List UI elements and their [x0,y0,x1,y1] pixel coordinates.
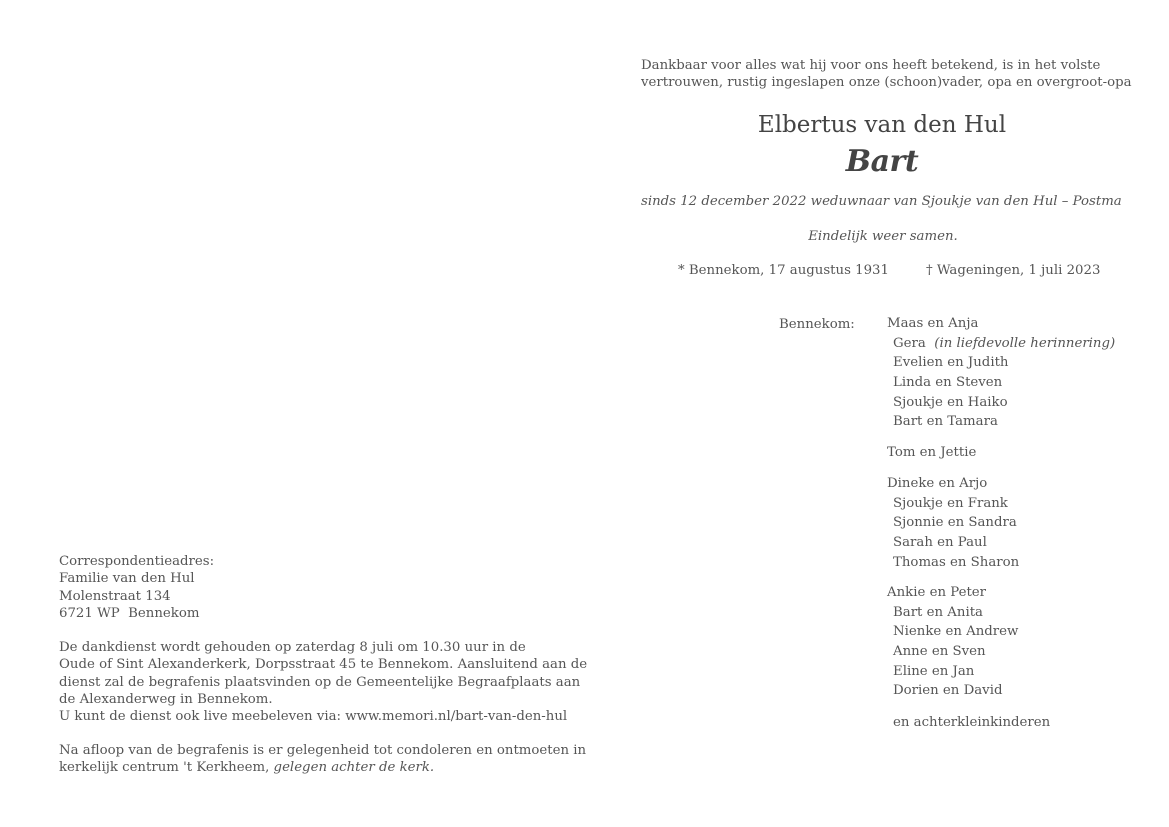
grandchild-name: Dorien en David [893,683,1003,699]
service-line: dienst zal de begrafenis plaatsvinden op de Gemeentelijke Begraafplaats aan [59,674,581,690]
condolence-line: Na afloop van de begrafenis is er gelegenheid tot condoleren en ontmoeten in [59,743,587,758]
intro-line: Dankbaar voor alles wat hij voor ons heeft betekend, is in het volste [641,58,1101,73]
family-head: Maas en Anja [887,316,979,331]
family-head: Dineke en Arjo [887,476,988,491]
grandchild-name: Thomas en Sharon [893,554,1020,570]
grandchild-name: Nienke en Andrew [893,624,1019,640]
intro-line: vertrouwen, rustig ingeslapen onze (schoon)vader, opa en overgroot-opa [641,75,1132,90]
condolence-info [59,742,586,777]
service-line: Oude of Sint Alexanderkerk, Dorpsstraat 45 te Bennekom. Aansluitend aan de [59,657,588,673]
family-group [887,443,976,463]
grandchild-name: Sjoukje en Haiko [893,394,1008,410]
great-grandchildren: en achterkleinkinderen [893,715,1051,730]
grandchild-name: Sjonnie en Sandra [893,515,1017,531]
grandchild-row [887,334,1115,354]
family-head: Tom en Jettie [887,445,977,460]
address-label: Correspondentieadres: [59,554,215,569]
grandchild-name: Bart en Tamara [893,414,998,430]
address-line: 6721 WP Bennekom [59,605,200,621]
address-line: Familie van den Hul [59,571,195,587]
condolence-location-note: gelegen achter de kerk. [269,760,435,776]
grandchild-name: Bart en Anita [893,604,983,620]
grandchild-name: Anne en Sven [893,644,986,660]
correspondence-address [59,553,214,622]
family-place: Bennekom: [779,317,855,332]
service-info [59,639,587,725]
remembrance-note: (in liefdevolle herinnering) [934,335,1116,351]
condolence-line [59,759,586,776]
family-group [887,583,1018,701]
family-head: Ankie en Peter [887,585,987,600]
family-group [887,713,1050,733]
death-date: † Wageningen, 1 juli 2023 [926,263,1101,278]
widower-line: sinds 12 december 2022 weduwnaar van Sjoukje van den Hul – Postma [641,194,1122,209]
family-group [887,474,1019,572]
deceased-nickname: Bart [845,144,919,179]
birth-date: * Bennekom, 17 augustus 1931 [678,263,889,278]
address-line: Molenstraat 134 [59,588,171,604]
deceased-name: Elbertus van den Hul [757,112,1007,138]
service-line: De dankdienst wordt gehouden op zaterdag 8 juli om 10.30 uur in de [59,640,526,655]
condolence-venue: kerkelijk centrum 't Kerkheem, [59,760,270,776]
intro-text [641,57,1132,91]
grandchild-name: Sjoukje en Frank [893,495,1008,511]
livestream-line: U kunt de dienst ook live meebeleven via: www.memori.nl/bart-van-den-hul [59,709,568,725]
service-line: de Alexanderweg in Bennekom. [59,691,273,707]
together-line: Eindelijk weer samen. [808,229,958,244]
grandchild-name: Sarah en Paul [893,535,987,551]
grandchild-name: Linda en Steven [893,375,1003,391]
grandchild-name: Evelien en Judith [893,355,1009,371]
family-group [887,314,1115,432]
grandchild-name: Eline en Jan [893,663,975,679]
grandchild-name: Gera [893,335,926,351]
